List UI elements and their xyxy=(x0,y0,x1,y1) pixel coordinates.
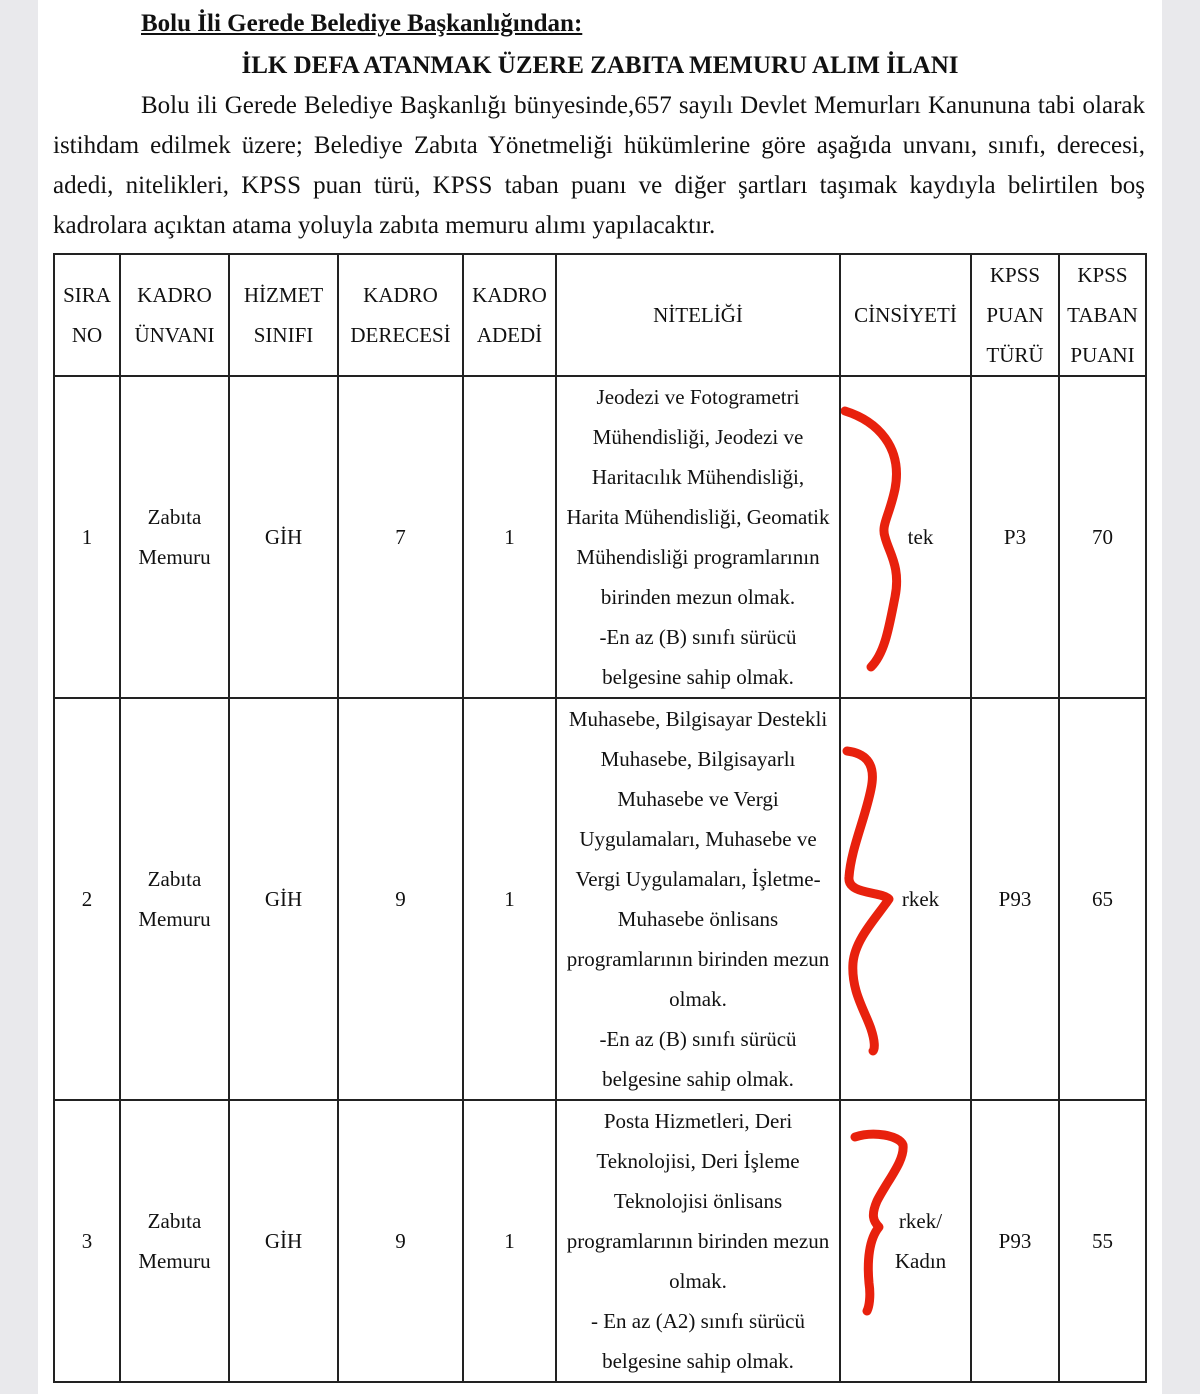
red-scribble-mark xyxy=(841,699,971,1099)
cinsiyeti-cell: rkek/ Kadın xyxy=(840,1100,971,1382)
kpss-puan-turu-cell: P3 xyxy=(971,376,1059,698)
position-table xyxy=(53,253,1147,1383)
header-kadro-adedi: KADRO ADEDİ xyxy=(463,254,556,376)
institution-heading: Bolu İli Gerede Belediye Başkanlığından: xyxy=(141,10,583,37)
header-kadro-unvani: KADRO ÜNVANI xyxy=(120,254,229,376)
cinsiyeti-cell: rkek xyxy=(840,698,971,1100)
header-niteligi: NİTELİĞİ xyxy=(556,254,840,376)
sira-no-cell: 2 xyxy=(54,698,120,1100)
kpss-taban-puani-cell: 70 xyxy=(1059,376,1146,698)
hizmet-sinifi-cell: GİH xyxy=(229,376,338,698)
kadro-unvani-cell: Zabıta Memuru xyxy=(120,698,229,1100)
header-kpss-puan-turu: KPSS PUAN TÜRÜ xyxy=(971,254,1059,376)
kadro-unvani-cell: Zabıta Memuru xyxy=(120,1100,229,1382)
cinsiyeti-cell: tek xyxy=(840,376,971,698)
kadro-derecesi-cell: 9 xyxy=(338,1100,463,1382)
header-cinsiyeti: CİNSİYETİ xyxy=(840,254,971,376)
table-header-row xyxy=(54,254,1146,376)
announcement-title: İLK DEFA ATANMAK ÜZERE ZABITA MEMURU ALIM İLANI xyxy=(241,52,959,79)
red-scribble-mark xyxy=(841,377,971,698)
header-kpss-taban-puani: KPSS TABAN PUANI xyxy=(1059,254,1146,376)
red-scribble-mark xyxy=(841,1101,971,1381)
kpss-taban-puani-cell: 65 xyxy=(1059,698,1146,1100)
header-sira-no: SIRA NO xyxy=(54,254,120,376)
hizmet-sinifi-cell: GİH xyxy=(229,698,338,1100)
table-row xyxy=(54,1100,1146,1382)
table-row xyxy=(54,376,1146,698)
kpss-puan-turu-cell: P93 xyxy=(971,1100,1059,1382)
kadro-adedi-cell: 1 xyxy=(463,1100,556,1382)
kadro-unvani-cell: Zabıta Memuru xyxy=(120,376,229,698)
niteligi-cell: Posta Hizmetleri, Deri Teknolojisi, Deri İşleme Teknolojisi önlisans programlarının birinden mezun olmak. - En az (A2) sınıfı sürücü belgesine sahip olmak. xyxy=(556,1100,840,1382)
kpss-taban-puani-cell: 55 xyxy=(1059,1100,1146,1382)
table-row xyxy=(54,698,1146,1100)
sira-no-cell: 3 xyxy=(54,1100,120,1382)
header-kadro-derecesi: KADRO DERECESİ xyxy=(338,254,463,376)
header-hizmet-sinifi: HİZMET SINIFI xyxy=(229,254,338,376)
sira-no-cell: 1 xyxy=(54,376,120,698)
kadro-derecesi-cell: 7 xyxy=(338,376,463,698)
niteligi-cell: Jeodezi ve Fotogrametri Mühendisliği, Jeodezi ve Haritacılık Mühendisliği, Harita Mühendisliği, Geomatik Mühendisliği programlarının birinden mezun olmak. -En az (B) sınıfı sürücü belgesine sahip olmak. xyxy=(556,376,840,698)
kadro-adedi-cell: 1 xyxy=(463,698,556,1100)
intro-paragraph: Bolu ili Gerede Belediye Başkanlığı bünyesinde,657 sayılı Devlet Memurları Kanununa tabi olarak istihdam edilmek üzere; Belediye Zabıta Yönetmeliği hükümlerine göre aşağıda unvanı, sınıfı, derecesi, adedi, nitelikleri, KPSS puan türü, KPSS taban puanı ve diğer şartları taşımak kaydıyla belirtilen boş kadrolara açıktan atama yoluyla zabıta memuru alımı yapılacaktır. xyxy=(53,92,1145,239)
niteligi-cell: Muhasebe, Bilgisayar Destekli Muhasebe, Bilgisayarlı Muhasebe ve Vergi Uygulamaları, Muhasebe ve Vergi Uygulamaları, İşletme- Muhasebe önlisans programlarının birinden mezun olmak. -En az (B) sınıfı sürücü belgesine sahip olmak. xyxy=(556,698,840,1100)
kadro-adedi-cell: 1 xyxy=(463,376,556,698)
hizmet-sinifi-cell: GİH xyxy=(229,1100,338,1382)
kpss-puan-turu-cell: P93 xyxy=(971,698,1059,1100)
kadro-derecesi-cell: 9 xyxy=(338,698,463,1100)
